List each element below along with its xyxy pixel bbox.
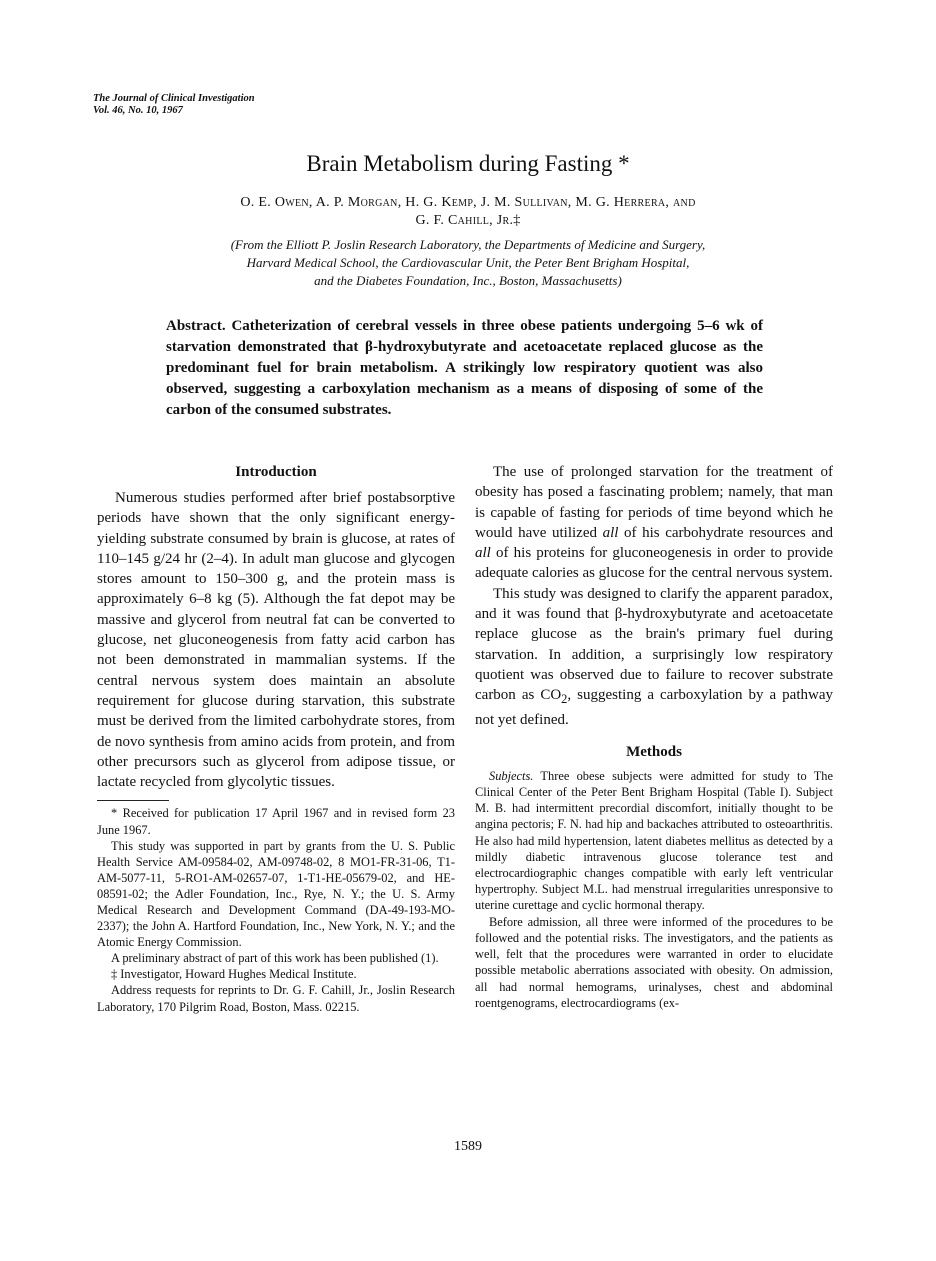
journal-volume: Vol. 46, No. 10, 1967: [93, 105, 183, 116]
introduction-heading: Introduction: [235, 464, 317, 480]
author-line-1: O. E. Owen, A. P. Morgan, H. G. Kemp, J. M. Sullivan, M. G. Herrera, and: [240, 195, 696, 210]
methods-admission-paragraph: Before admission, all three were informed of the procedures to be followed and the potential risks. The investigators, and the patients as well, felt that the procedures were warranted in order to elucidate possible metabolic aberrations associated with obesity. On admission, all had normal hemograms, urinalyses, chest and abdominal roentgenograms, electrocardiograms (ex-: [475, 914, 833, 1010]
journal-name: The Journal of Clinical Investigation: [93, 93, 255, 104]
paragraph-3-text-a: This study was designed to clarify the apparent paradox, and it was found that β-hydroxybutyrate and acetoacetate replace glucose as the brain's primary fuel during starvation. In addition, a surprisingly low respiratory quotient was observed due to failure to recover substrate carbon as CO: [475, 585, 833, 704]
page-number: 1589: [454, 1139, 482, 1154]
paper-title: Brain Metabolism during Fasting *: [306, 151, 630, 176]
affiliation-line-2: Harvard Medical School, the Cardiovascular Unit, the Peter Bent Brigham Hospital,: [246, 255, 690, 270]
right-column: [475, 462, 833, 1011]
introduction-paragraph-1: Numerous studies performed after brief postabsorptive periods have shown that the only significant energy-yielding substrate consumed by brain is glucose, at rates of 110–145 g/24 hr (2–4). In adult man glucose and glycogen stores amount to 150–300 g, and the protein mass is approximately 6–8 kg (5). Although the fat depot may be massive and glycerol from neutral fat can be converted to glucose, net gluconeogenesis from fatty acid carbon has not been demonstrated in mammalian systems. If the central nervous system does maintain an absolute requirement for glucose during starvation, this substrate must be derived from the limited carbohydrate stores, from de novo synthesis from amino acids from protein, and from other precursors such as glycerol from adipose tissue, or lactate recycled from glycolytic tissues.: [97, 490, 455, 791]
abstract: Abstract. Catheterization of cerebral vessels in three obese patients undergoing 5–6 wk of starvation demonstrated that β-hydroxybutyrate and acetoacetate replaced glucose as the predominant fuel for brain metabolism. A strikingly low respiratory quotient was also observed, suggesting a carboxylation mechanism as a means of disposing of some of the carbon of the consumed substrates.: [166, 318, 763, 418]
affiliation-line-1: (From the Elliott P. Joslin Research Laboratory, the Departments of Medicine and Surgery,: [230, 237, 706, 252]
paragraph-2-emphasis-1: all: [602, 524, 619, 541]
author-list: [160, 194, 776, 230]
paragraph-2-text-c: of his proteins for gluconeogenesis in order to provide adequate calories as glucose for the central nervous system.: [475, 545, 833, 582]
paragraph-2-text-a: The use of prolonged starvation for the treatment of obesity has posed a fascinating problem; namely, that man is capable of fasting for periods of time beyond which he would have utilized: [475, 464, 833, 541]
footnote-address: Address requests for reprints to Dr. G. F. Cahill, Jr., Joslin Research Laboratory, 170 Pilgrim Road, Boston, Mass. 02215.: [97, 983, 455, 1014]
introduction-paragraph-3: [475, 584, 833, 730]
paragraph-3-text-b: , suggesting a carboxylation by a pathway not yet defined.: [475, 687, 833, 728]
methods-heading: Methods: [626, 743, 682, 760]
methods-subjects-paragraph: [475, 768, 833, 914]
footnote-investigator: ‡ Investigator, Howard Hughes Medical Institute.: [111, 967, 357, 982]
footnote-received: * Received for publication 17 April 1967 and in revised form 23 June 1967.: [97, 806, 455, 837]
footnote-preliminary: A preliminary abstract of part of this work has been published (1).: [111, 951, 439, 966]
affiliation-line-3: and the Diabetes Foundation, Inc., Boston, Massachusetts): [314, 273, 622, 288]
left-column: [97, 462, 455, 1015]
footnote-support: This study was supported in part by grants from the U. S. Public Health Service AM-09584-02, AM-09748-02, 8 MO1-FR-31-06, T1-AM-5077-11, 5-RO1-AM-02657-07, 1-T1-HE-05679-02, and HE-08591-02; the Adler Foundation, Inc., Rye, N. Y.; the U. S. Army Medical Research and Development Command (DA-49-193-MO-2337); the John A. Hartford Foundation, Inc., New York, N. Y.; and the Atomic Energy Commission.: [97, 838, 455, 950]
author-line-2: G. F. Cahill, Jr.‡: [415, 213, 521, 228]
footnote-divider: [97, 800, 169, 801]
affiliation: [160, 236, 776, 290]
subjects-text: Three obese subjects were admitted for study to The Clinical Center of the Peter Bent Brigham Hospital (Table I). Subject M. B. had intermittent precordial discomfort, initially thought to be angina pectoris; F. N. had hip and backaches attributed to osteoarthritis. He also had mild hypertension, latent diabetes mellitus as detected by a mildly diabetic intravenous glucose tolerance test and electrocardiographic changes compatible with early left ventricular hypertrophy. Subject M.L. had menstrual irregularities unresponsive to uterine curettage and cyclic hormonal therapy.: [475, 768, 833, 913]
paragraph-2-emphasis-2: all: [475, 545, 491, 562]
paragraph-2-text-b: of his carbohydrate resources and: [618, 524, 833, 541]
journal-header: [93, 93, 255, 117]
introduction-paragraph-2: [475, 462, 833, 584]
subjects-label: Subjects.: [489, 768, 534, 783]
co2-subscript: 2: [561, 692, 568, 707]
